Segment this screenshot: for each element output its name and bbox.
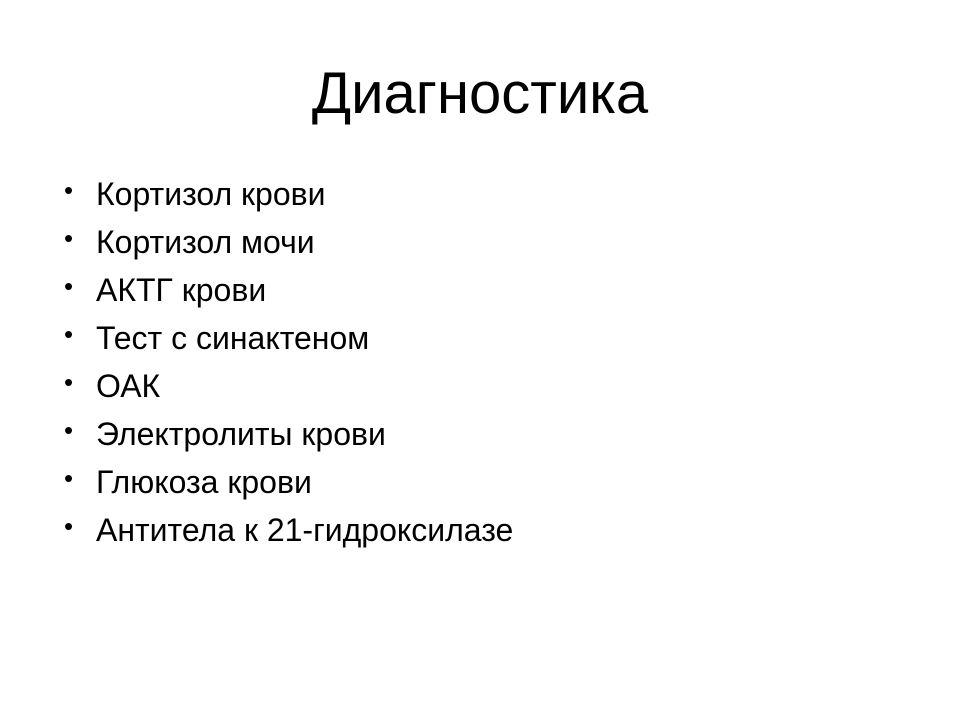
list-item-text: ОАК — [96, 368, 161, 404]
list-item-text: Антитела к 21-гидроксилазе — [96, 512, 514, 548]
list-item-text: Кортизол крови — [96, 176, 326, 212]
list-item — [64, 506, 513, 554]
list-item — [64, 314, 513, 362]
bullet-icon: • — [64, 415, 74, 445]
list-item — [64, 362, 513, 410]
bullet-icon: • — [64, 223, 74, 253]
bullet-icon: • — [64, 319, 74, 349]
bullet-icon: • — [64, 367, 74, 397]
bullet-icon: • — [64, 463, 74, 493]
list-item — [64, 458, 513, 506]
bullet-list — [64, 170, 513, 554]
bullet-icon: • — [64, 511, 74, 541]
list-item-text: Электролиты крови — [96, 416, 386, 452]
list-item-text: Глюкоза крови — [96, 464, 312, 500]
list-item-text: Кортизол мочи — [96, 224, 315, 260]
list-item-text: Тест с синактеном — [96, 320, 370, 356]
list-item — [64, 170, 513, 218]
list-item-text: АКТГ крови — [96, 272, 267, 308]
list-item — [64, 266, 513, 314]
list-item — [64, 218, 513, 266]
list-item — [64, 410, 513, 458]
bullet-icon: • — [64, 271, 74, 301]
bullet-icon: • — [64, 175, 74, 205]
slide-title: Диагностика — [311, 61, 649, 126]
